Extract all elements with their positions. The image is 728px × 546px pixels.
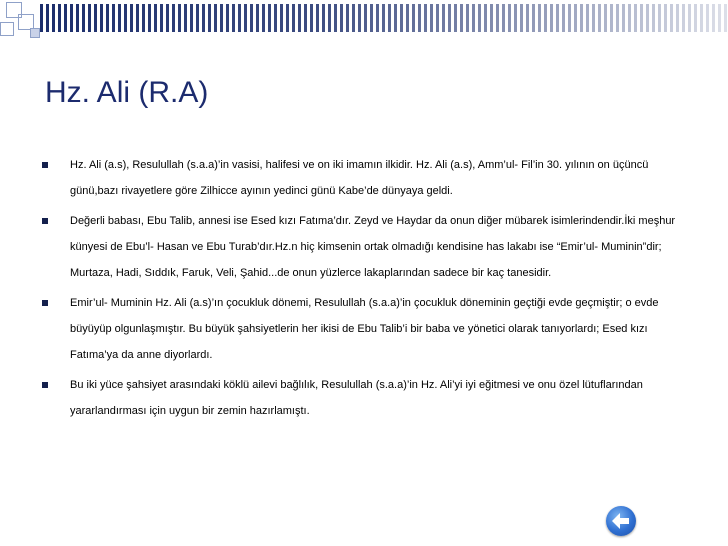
bullet-item xyxy=(42,152,692,204)
bullet-square-icon xyxy=(42,218,48,224)
bullet-square-icon xyxy=(42,300,48,306)
bullet-text: Emir’ul- Muminin Hz. Ali (a.s)’ın çocukluk dönemi, Resulullah (s.a.a)’in çocukluk döneminin geçtiği evde geçmiştir; o evde büyüyüp olgunlaşmıştır. Bu büyük şahsiyetlerin her ikisi de Ebu Talib’i bir baba ve yönetici olarak tanıyorlardı; Esed kızı Fatıma’ya da anne diyorlardı. xyxy=(70,297,659,361)
bullet-square-icon xyxy=(42,162,48,168)
back-button[interactable] xyxy=(606,506,636,536)
bullet-text: Bu iki yüce şahsiyet arasındaki köklü ailevi bağlılık, Resulullah (s.a.a)’in Hz. Ali’yi iyi eğitmesi ve onu özel lütuflarından yararlandırması için uygun bir zemin hazırlamıştı. xyxy=(70,379,643,417)
deco-square xyxy=(0,22,14,36)
bullet-item xyxy=(42,290,692,368)
bullet-text: Değerli babası, Ebu Talib, annesi ise Esed kızı Fatıma’dır. Zeyd ve Haydar da onun diğer mübarek isimlerindendir.İki meşhur künyesi de Ebu’l- Hasan ve Ebu Turab’dır.Hz.n hiç kimsenin ortak olmadığı kendisine has lakabı ise “Emir’ul- Muminin”dir; Murtaza, Hadi, Sıddık, Faruk, Veli, Şahid...de onun yüzlerce lakaplarından sadece bir kaç tanesidir. xyxy=(70,215,676,279)
bullet-item xyxy=(42,208,692,286)
back-arrow-icon xyxy=(612,513,630,529)
bullet-list xyxy=(42,152,692,428)
bullet-item xyxy=(42,372,692,424)
deco-square xyxy=(30,28,40,38)
bullet-text: Hz. Ali (a.s), Resulullah (s.a.a)’in vasisi, halifesi ve on iki imamın ilkidir. Hz. Ali (a.s), Amm’ul- Fil’in 30. yılının on üçüncü günü,bazı rivayetlere göre Zilhicce ayının yedinci günü Kabe’de dünyaya geldi. xyxy=(70,159,649,197)
bullet-square-icon xyxy=(42,382,48,388)
slide-title: Hz. Ali (R.A) xyxy=(45,76,209,109)
header-stripes-fade xyxy=(40,4,728,32)
